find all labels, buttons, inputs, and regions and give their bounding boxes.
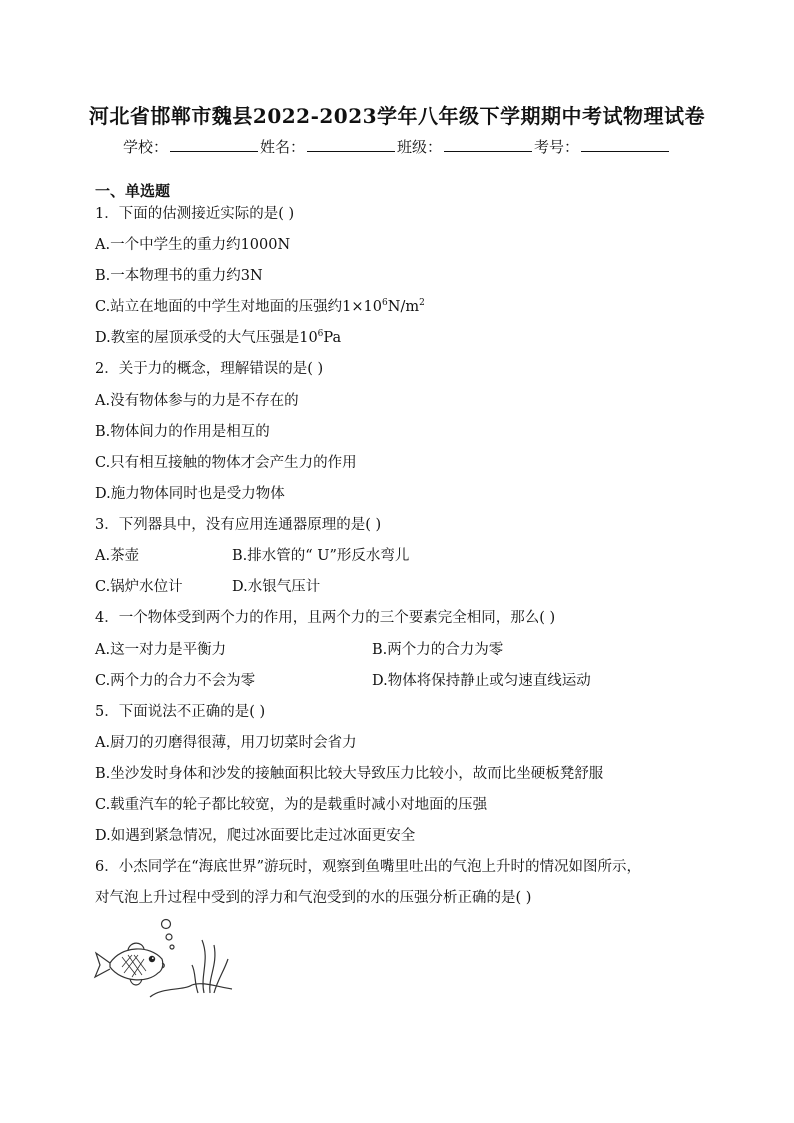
question-1-option-b: B.一本物理书的重力约3N <box>95 268 263 284</box>
question-1-stem: 1．下面的估测接近实际的是( ) <box>95 206 295 222</box>
fish-body-icon <box>110 949 163 980</box>
question-5-stem: 5．下面说法不正确的是( ) <box>95 704 266 720</box>
question-3-stem: 3．下列器具中，没有应用连通器原理的是( ) <box>95 517 382 533</box>
bubble-large-icon <box>162 920 171 929</box>
option-d-text: D.教室的屋顶承受的大气压强是10 <box>95 330 318 346</box>
class-blank[interactable] <box>444 137 532 152</box>
school-label: 学校： <box>122 138 168 156</box>
option-c-unit-exponent: 2 <box>419 298 425 308</box>
sea-floor <box>150 984 232 997</box>
name-blank[interactable] <box>307 137 395 152</box>
question-3-option-a: A.茶壶 <box>95 548 140 564</box>
question-2-option-d: D.施力物体同时也是受力物体 <box>95 486 285 502</box>
question-3-option-b: B.排水管的“ U”形反水弯儿 <box>232 548 410 564</box>
question-4-option-a: A.这一对力是平衡力 <box>95 642 227 658</box>
exam-number-blank[interactable] <box>581 137 669 152</box>
question-3-options-row-2 <box>95 577 321 597</box>
option-c-unit: N/m <box>387 299 420 315</box>
option-c-exponent: 6 <box>382 298 388 308</box>
question-6-stem-line-1: 6．小杰同学在“海底世界”游玩时，观察到鱼嘴里吐出的气泡上升时的情况如图所示， <box>95 859 642 875</box>
question-3-option-d: D.水银气压计 <box>232 579 321 595</box>
bubble-small-icon <box>170 945 174 949</box>
fish-tail-icon <box>95 953 110 977</box>
option-c-text: C.站立在地面的中学生对地面的压强约1×10 <box>95 299 383 315</box>
question-5-option-d: D.如遇到紧急情况，爬过冰面要比走过冰面更安全 <box>95 828 416 844</box>
question-2-option-a: A.没有物体参与的力是不存在的 <box>95 393 299 409</box>
question-4-options-row-2 <box>95 671 591 691</box>
question-4-option-c: C.两个力的合力不会为零 <box>95 673 256 689</box>
fish-eye-icon <box>149 956 155 962</box>
question-1-option-d <box>95 328 341 348</box>
question-2-stem: 2．关于力的概念，理解错误的是( ) <box>95 361 324 377</box>
option-d-exponent: 6 <box>317 329 324 339</box>
question-4-option-b: B.两个力的合力为零 <box>372 642 504 658</box>
question-5-option-b: B.坐沙发时身体和沙发的接触面积比较大导致压力比较小，故而比坐硬板凳舒服 <box>95 766 604 782</box>
name-label: 姓名： <box>259 138 305 156</box>
section-heading: 一、单选题 <box>95 182 171 200</box>
question-6-stem-line-2: 对气泡上升过程中受到的浮力和气泡受到的水的压强分析正确的是( ) <box>95 890 532 906</box>
student-info-line <box>0 136 794 157</box>
question-1-option-a: A.一个中学生的重力约1000N <box>95 237 291 253</box>
fish-bubbles-figure <box>92 915 242 1000</box>
question-3-option-c: C.锅炉水位计 <box>95 579 183 595</box>
question-5-option-a: A.厨刀的刃磨得很薄，用刀切菜时会省力 <box>95 735 357 751</box>
question-3-options-row-1 <box>95 546 410 566</box>
school-blank[interactable] <box>170 137 258 152</box>
question-2-option-b: B.物体间力的作用是相互的 <box>95 424 270 440</box>
question-2-option-c: C.只有相互接触的物体才会产生力的作用 <box>95 455 357 471</box>
question-5-option-c: C.载重汽车的轮子都比较宽，为的是载重时减小对地面的压强 <box>95 797 488 813</box>
exam-number-label: 考号： <box>534 138 580 156</box>
seaweed-icon <box>202 940 205 993</box>
option-d-unit: Pa <box>323 330 342 346</box>
page-title: 河北省邯郸市魏县2022-2023学年八年级下学期期中考试物理试卷 <box>88 104 706 128</box>
question-4-option-d: D.物体将保持静止或匀速直线运动 <box>372 673 591 689</box>
class-label: 班级： <box>397 138 443 156</box>
question-1-option-c <box>95 297 425 317</box>
bubble-medium-icon <box>166 934 172 940</box>
question-4-options-row-1 <box>95 640 504 660</box>
question-4-stem: 4．一个物体受到两个力的作用，且两个力的三个要素完全相同，那么( ) <box>95 610 556 626</box>
